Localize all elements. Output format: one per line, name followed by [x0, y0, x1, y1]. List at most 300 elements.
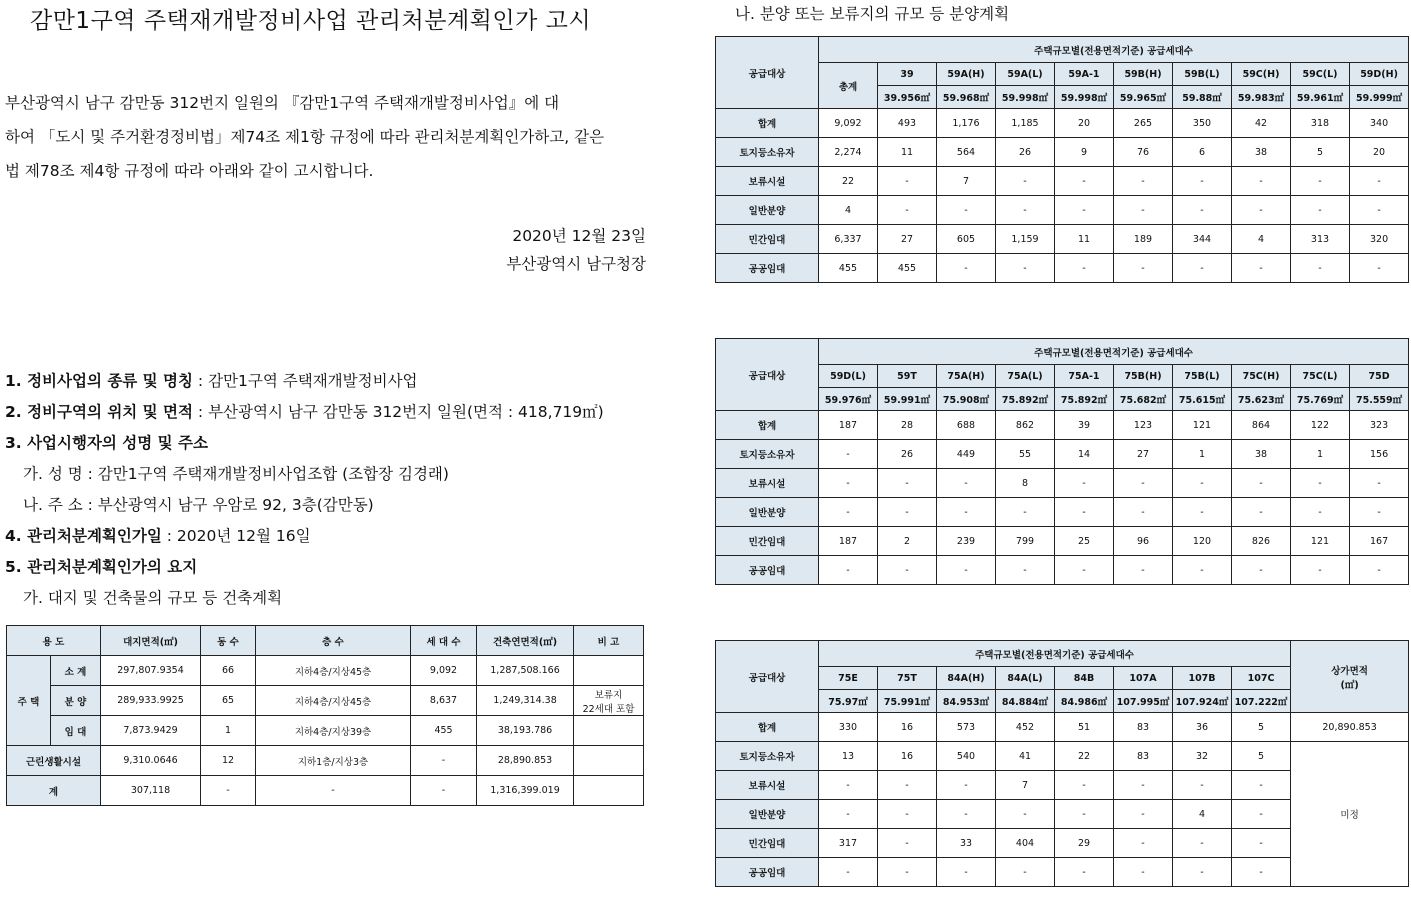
table-cell: 7	[996, 771, 1055, 800]
table-cell: -	[1173, 498, 1232, 527]
table-cell: 404	[996, 829, 1055, 858]
area-header: 59.976㎡	[819, 388, 878, 411]
table-cell: -	[937, 800, 996, 829]
area-header: 59.88㎡	[1173, 86, 1232, 109]
table-cell: 297,807.9354	[101, 656, 201, 686]
table-cell: 9,092	[819, 109, 878, 138]
table-row	[7, 656, 644, 686]
row-label: 공공임대	[716, 858, 819, 887]
table-cell: -	[1055, 167, 1114, 196]
area-header: 107.924㎡	[1173, 690, 1232, 713]
table-cell: 605	[937, 225, 996, 254]
table-cell	[574, 716, 644, 746]
type-header: 59A-1	[1055, 63, 1114, 86]
table-cell: 5	[1232, 713, 1291, 742]
table-cell: -	[878, 829, 937, 858]
table-cell: 13	[819, 742, 878, 771]
area-header: 75.615㎡	[1173, 388, 1232, 411]
type-header: 59C(L)	[1291, 63, 1350, 86]
row-label: 합계	[716, 109, 819, 138]
type-header: 75E	[819, 667, 878, 690]
table-cell: 7	[937, 167, 996, 196]
table-cell: -	[937, 498, 996, 527]
table-row	[716, 196, 1409, 225]
intro-line: 부산광역시 남구 감만동 312번지 일원의 『감만1구역 주택재개발정비사업』에 대	[5, 94, 560, 112]
type-header: 84B	[1055, 667, 1114, 690]
table-cell: -	[937, 771, 996, 800]
area-header: 107.995㎡	[1114, 690, 1173, 713]
table-row	[716, 63, 1409, 86]
table-cell: 22	[819, 167, 878, 196]
area-header: 59.998㎡	[996, 86, 1055, 109]
building-plan-body	[7, 656, 644, 806]
table-row	[7, 776, 644, 806]
table-cell: 지하4층/지상39층	[256, 716, 411, 746]
table-cell: 6	[1173, 138, 1232, 167]
table-cell: -	[996, 498, 1055, 527]
table-cell: -	[1114, 858, 1173, 887]
table-row	[716, 440, 1409, 469]
table-cell: -	[1350, 196, 1409, 225]
table-cell: 6,337	[819, 225, 878, 254]
area-header: 75.682㎡	[1114, 388, 1173, 411]
table-cell: 1,159	[996, 225, 1055, 254]
issuer: 부산광역시 남구청장	[506, 255, 646, 273]
area-header: 59.983㎡	[1232, 86, 1291, 109]
table-cell: 임 대	[51, 716, 101, 746]
building-plan-table	[6, 625, 644, 806]
table-cell: 42	[1232, 109, 1291, 138]
header-cell: 세 대 수	[411, 626, 477, 656]
table-row	[716, 713, 1409, 742]
item-label: 2. 정비구역의 위치 및 면적	[5, 403, 193, 421]
type-header: 75C(H)	[1232, 365, 1291, 388]
table-cell: 4	[1173, 800, 1232, 829]
table-row	[7, 686, 644, 716]
row-label: 공공임대	[716, 254, 819, 283]
table-cell: -	[996, 800, 1055, 829]
table-cell	[574, 656, 644, 686]
table-cell: -	[411, 746, 477, 776]
header-cell: 대지면적(㎡)	[101, 626, 201, 656]
corner-header: 공급대상	[716, 37, 819, 109]
intro-paragraph	[5, 86, 650, 188]
item-5a: 가. 대지 및 건축물의 규모 등 건축계획	[23, 589, 283, 607]
header-cell: 동 수	[201, 626, 256, 656]
table-cell: -	[1232, 167, 1291, 196]
intro-line: 법 제78조 제4항 규정에 따라 아래와 같이 고시합니다.	[5, 162, 374, 180]
table-cell: -	[1350, 469, 1409, 498]
table-cell: 1,287,508.166	[477, 656, 574, 686]
table-cell: 39	[1055, 411, 1114, 440]
table-row	[716, 37, 1409, 63]
table-cell: 1	[1173, 440, 1232, 469]
area-header: 75.97㎡	[819, 690, 878, 713]
table-cell: 455	[878, 254, 937, 283]
table-row	[716, 365, 1409, 388]
table-cell: -	[1291, 498, 1350, 527]
table-row	[716, 556, 1409, 585]
table-cell: 340	[1350, 109, 1409, 138]
table-cell: 167	[1350, 527, 1409, 556]
type-header: 59A(H)	[937, 63, 996, 86]
item-4	[5, 521, 604, 552]
table-cell: -	[1055, 771, 1114, 800]
table-cell: -	[1232, 858, 1291, 887]
table-row	[716, 527, 1409, 556]
table-cell: -	[1232, 800, 1291, 829]
table-cell: -	[1173, 167, 1232, 196]
table-cell: -	[1114, 469, 1173, 498]
table-cell: 28	[878, 411, 937, 440]
table-cell: -	[1114, 254, 1173, 283]
table-cell: -	[1055, 800, 1114, 829]
table-cell: -	[1114, 556, 1173, 585]
table-cell: 29	[1055, 829, 1114, 858]
table-cell: -	[819, 800, 878, 829]
table-cell: -	[937, 469, 996, 498]
table-cell: 11	[878, 138, 937, 167]
table-cell: 455	[819, 254, 878, 283]
intro-line: 하여 「도시 및 주거환경정비법」제74조 제1항 규정에 따라 관리처분계획인가하고, 같은	[5, 128, 605, 146]
type-header: 75C(L)	[1291, 365, 1350, 388]
item-3a: 가. 성 명 : 감만1구역 주택재개발정비사업조합 (조합장 김경래)	[23, 465, 449, 483]
table-cell: -	[256, 776, 411, 806]
type-header: 75A(L)	[996, 365, 1055, 388]
table-cell: 14	[1055, 440, 1114, 469]
table-cell: 862	[996, 411, 1055, 440]
table-cell: -	[411, 776, 477, 806]
table-cell: 350	[1173, 109, 1232, 138]
table-cell: -	[1114, 800, 1173, 829]
table-cell: -	[1350, 556, 1409, 585]
item-value: : 감만1구역 주택재개발정비사업	[193, 372, 418, 390]
type-header: 107A	[1114, 667, 1173, 690]
table-cell: -	[1232, 829, 1291, 858]
table-row	[716, 109, 1409, 138]
table-cell: 120	[1173, 527, 1232, 556]
item-label: 4. 관리처분계획인가일	[5, 527, 162, 545]
table-cell: 22	[1055, 742, 1114, 771]
table-cell: 323	[1350, 411, 1409, 440]
table-cell: -	[937, 254, 996, 283]
type-header: 84A(L)	[996, 667, 1055, 690]
table-cell: 12	[201, 746, 256, 776]
table-cell: 1,316,399.019	[477, 776, 574, 806]
table-cell: 289,933.9925	[101, 686, 201, 716]
table-cell: 9,310.0646	[101, 746, 201, 776]
row-label: 합계	[716, 713, 819, 742]
table-cell: -	[1173, 556, 1232, 585]
row-label: 토지등소유자	[716, 138, 819, 167]
table-cell: -	[878, 167, 937, 196]
table-cell: 4	[1232, 225, 1291, 254]
table-cell: -	[201, 776, 256, 806]
item-label: 5. 관리처분계획인가의 요지	[5, 558, 198, 576]
row-label: 민간임대	[716, 829, 819, 858]
table-cell: 96	[1114, 527, 1173, 556]
area-header: 59.999㎡	[1350, 86, 1409, 109]
table-cell: -	[996, 167, 1055, 196]
table-row	[716, 225, 1409, 254]
table-cell: -	[996, 556, 1055, 585]
table-cell: 564	[937, 138, 996, 167]
table-cell: 187	[819, 527, 878, 556]
type-header: 39	[878, 63, 937, 86]
span-header: 주택규모별(전용면적기준) 공급세대수	[819, 37, 1409, 63]
table-cell: -	[1055, 196, 1114, 225]
notice-date: 2020년 12월 23일	[512, 227, 646, 245]
table-cell: 320	[1350, 225, 1409, 254]
table-cell: 38,193.786	[477, 716, 574, 746]
row-label: 토지등소유자	[716, 440, 819, 469]
table-cell: 864	[1232, 411, 1291, 440]
table-cell: -	[1114, 167, 1173, 196]
type-header: 75B(L)	[1173, 365, 1232, 388]
item-label: 3. 사업시행자의 성명 및 주소	[5, 434, 208, 452]
table-cell: -	[1114, 196, 1173, 225]
area-header: 59.998㎡	[1055, 86, 1114, 109]
table-cell: 493	[878, 109, 937, 138]
table-cell: -	[996, 196, 1055, 225]
table-cell: 317	[819, 829, 878, 858]
table-cell: -	[937, 196, 996, 225]
table-cell: -	[1114, 771, 1173, 800]
area-header: 84.953㎡	[937, 690, 996, 713]
left-column	[0, 0, 660, 906]
table-cell: 26	[996, 138, 1055, 167]
table-cell: -	[1350, 254, 1409, 283]
commercial-header: 상가면적 (㎡)	[1291, 641, 1409, 713]
area-header: 75.769㎡	[1291, 388, 1350, 411]
supply-table-3	[715, 640, 1409, 887]
table-cell: -	[996, 254, 1055, 283]
header-cell: 건축연면적(㎡)	[477, 626, 574, 656]
table-row	[716, 254, 1409, 283]
area-header: 84.986㎡	[1055, 690, 1114, 713]
total-header: 총계	[819, 63, 878, 109]
item-1	[5, 366, 604, 397]
table-cell: 122	[1291, 411, 1350, 440]
table-cell: 1	[201, 716, 256, 746]
row-label: 보류시설	[716, 771, 819, 800]
row-label: 합계	[716, 411, 819, 440]
type-header: 59C(H)	[1232, 63, 1291, 86]
table-cell: -	[878, 858, 937, 887]
type-header: 59T	[878, 365, 937, 388]
row-label: 일반분양	[716, 196, 819, 225]
row-label: 일반분양	[716, 800, 819, 829]
item-2	[5, 397, 604, 428]
table-row	[716, 388, 1409, 411]
type-header: 59D(H)	[1350, 63, 1409, 86]
table-cell: 156	[1350, 440, 1409, 469]
table-cell: -	[1291, 556, 1350, 585]
table-cell: 보류지 22세대 포함	[574, 686, 644, 716]
table-cell: 9,092	[411, 656, 477, 686]
table-cell: -	[878, 556, 937, 585]
table-cell: 분 양	[51, 686, 101, 716]
table-cell: -	[878, 498, 937, 527]
row-label: 보류시설	[716, 469, 819, 498]
table-row	[716, 742, 1409, 771]
table-cell: 2,274	[819, 138, 878, 167]
row-label: 민간임대	[716, 527, 819, 556]
table-cell: 9	[1055, 138, 1114, 167]
table-cell: 11	[1055, 225, 1114, 254]
table-cell: 계	[7, 776, 101, 806]
type-header: 107B	[1173, 667, 1232, 690]
table-cell: 452	[996, 713, 1055, 742]
page-title: 감만1구역 주택재개발정비사업 관리처분계획인가 고시	[30, 8, 592, 34]
table-cell: 313	[1291, 225, 1350, 254]
item-3b: 나. 주 소 : 부산광역시 남구 우암로 92, 3층(감만동)	[23, 496, 374, 514]
table-cell: -	[996, 858, 1055, 887]
table-cell: 265	[1114, 109, 1173, 138]
table-cell: 7,873.9429	[101, 716, 201, 746]
type-header: 75B(H)	[1114, 365, 1173, 388]
table-cell: 455	[411, 716, 477, 746]
table-cell: 4	[819, 196, 878, 225]
table-cell: -	[1350, 167, 1409, 196]
table-cell: 27	[878, 225, 937, 254]
area-header: 59.991㎡	[878, 388, 937, 411]
table-cell: -	[819, 858, 878, 887]
row-label: 토지등소유자	[716, 742, 819, 771]
table-cell: 32	[1173, 742, 1232, 771]
notice-items	[5, 366, 604, 614]
table-cell: 187	[819, 411, 878, 440]
table-row	[716, 469, 1409, 498]
type-header: 59B(H)	[1114, 63, 1173, 86]
corner-header: 공급대상	[716, 339, 819, 411]
area-header: 75.892㎡	[1055, 388, 1114, 411]
table-cell: -	[937, 858, 996, 887]
table-cell: 540	[937, 742, 996, 771]
area-header: 59.965㎡	[1114, 86, 1173, 109]
group-label: 주 택	[7, 656, 51, 746]
right-column	[700, 0, 1411, 906]
area-header: 84.884㎡	[996, 690, 1055, 713]
table-cell: 1,249,314.38	[477, 686, 574, 716]
item-value: : 부산광역시 남구 감만동 312번지 일원(면적 : 418,719㎡)	[193, 403, 604, 421]
area-header: 59.961㎡	[1291, 86, 1350, 109]
row-label: 민간임대	[716, 225, 819, 254]
table-cell: 826	[1232, 527, 1291, 556]
table-cell: 지하4층/지상45층	[256, 656, 411, 686]
table-cell: -	[819, 556, 878, 585]
commercial-total: 20,890.853	[1291, 713, 1409, 742]
table-cell: 5	[1232, 742, 1291, 771]
table-cell: -	[1055, 469, 1114, 498]
table-cell: -	[1291, 167, 1350, 196]
table-cell	[574, 776, 644, 806]
table-cell: 66	[201, 656, 256, 686]
supply-table-1	[715, 36, 1409, 283]
area-header: 39.956㎡	[878, 86, 937, 109]
area-header: 75.559㎡	[1350, 388, 1409, 411]
table-cell: 1,185	[996, 109, 1055, 138]
table-cell: 지하1층/지상3층	[256, 746, 411, 776]
table-cell: -	[1350, 498, 1409, 527]
table-cell: -	[1291, 196, 1350, 225]
header-cell: 비 고	[574, 626, 644, 656]
area-header: 75.991㎡	[878, 690, 937, 713]
table-cell: -	[1055, 556, 1114, 585]
table-cell: -	[1232, 556, 1291, 585]
table-cell: 121	[1291, 527, 1350, 556]
area-header: 107.222㎡	[1232, 690, 1291, 713]
table-cell: 51	[1055, 713, 1114, 742]
table-row	[7, 746, 644, 776]
type-header: 75A(H)	[937, 365, 996, 388]
table-cell: 123	[1114, 411, 1173, 440]
item-5	[5, 552, 604, 583]
signature-block	[506, 222, 646, 278]
table-cell: -	[1173, 469, 1232, 498]
table-row	[716, 411, 1409, 440]
table-cell: -	[878, 800, 937, 829]
table-cell: 239	[937, 527, 996, 556]
table-cell: -	[819, 469, 878, 498]
table-cell: -	[1055, 498, 1114, 527]
table-cell: -	[819, 498, 878, 527]
row-label: 공공임대	[716, 556, 819, 585]
header-cell: 층 수	[256, 626, 411, 656]
table-cell: 65	[201, 686, 256, 716]
table-cell: 36	[1173, 713, 1232, 742]
table-cell: -	[878, 196, 937, 225]
table-cell: -	[1291, 469, 1350, 498]
table-row	[716, 498, 1409, 527]
table-cell: 25	[1055, 527, 1114, 556]
table-cell: -	[1173, 829, 1232, 858]
table-cell: 16	[878, 742, 937, 771]
type-header: 75D	[1350, 365, 1409, 388]
table-cell: -	[1232, 254, 1291, 283]
area-header: 75.908㎡	[937, 388, 996, 411]
table-cell: -	[1114, 498, 1173, 527]
area-header: 59.968㎡	[937, 86, 996, 109]
table-cell: -	[1232, 196, 1291, 225]
commercial-rest: 미정	[1291, 742, 1409, 887]
table-cell: 근린생활시설	[7, 746, 101, 776]
table-cell: -	[1232, 498, 1291, 527]
item-label: 1. 정비사업의 종류 및 명칭	[5, 372, 193, 390]
table-cell: 83	[1114, 742, 1173, 771]
table-row	[716, 641, 1409, 667]
table-cell: 8	[996, 469, 1055, 498]
type-header: 75T	[878, 667, 937, 690]
table-cell: 소 계	[51, 656, 101, 686]
type-header: 84A(H)	[937, 667, 996, 690]
area-header: 75.623㎡	[1232, 388, 1291, 411]
table-cell: 573	[937, 713, 996, 742]
table-cell: 33	[937, 829, 996, 858]
item-3	[5, 428, 604, 459]
type-header: 107C	[1232, 667, 1291, 690]
table-cell: -	[819, 771, 878, 800]
table-cell: -	[1173, 196, 1232, 225]
table-cell: -	[1055, 254, 1114, 283]
table-cell: -	[1173, 254, 1232, 283]
table-cell: 330	[819, 713, 878, 742]
table-cell: 121	[1173, 411, 1232, 440]
area-header: 75.892㎡	[996, 388, 1055, 411]
span-header: 주택규모별(전용면적기준) 공급세대수	[819, 641, 1291, 667]
table-cell: 55	[996, 440, 1055, 469]
table-cell: 307,118	[101, 776, 201, 806]
